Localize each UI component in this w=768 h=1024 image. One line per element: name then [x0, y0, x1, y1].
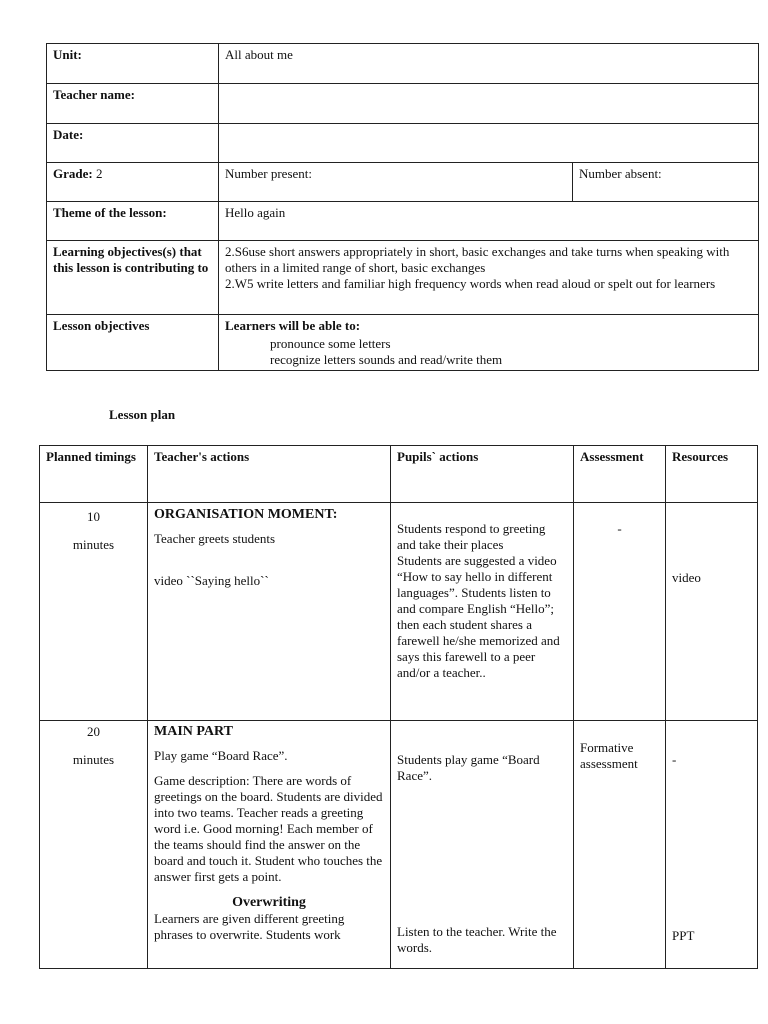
row2-timing	[40, 721, 148, 969]
row2-pupils-text-1: Students play game “Board Race”.	[397, 752, 540, 783]
unit-label: Unit:	[47, 44, 219, 84]
grade-value: 2	[95, 166, 103, 181]
unit-value: All about me	[219, 44, 759, 84]
row2-sub-heading: Overwriting	[232, 895, 306, 910]
row2-teacher-text-1: Play game “Board Race”.	[154, 748, 288, 763]
row2-pupils-text-2: Listen to the teacher. Write the words.	[397, 924, 557, 955]
teacher-name-label: Teacher name:	[47, 84, 219, 124]
row2-time-number: 20	[87, 724, 100, 739]
lesson-plan-table	[39, 445, 758, 969]
header-pupils-actions: Pupils` actions	[391, 446, 574, 503]
header-resources: Resources	[666, 446, 758, 503]
row2-pupils-actions	[391, 721, 574, 969]
number-absent-label: Number absent:	[573, 163, 759, 202]
row2-assessment	[574, 721, 666, 969]
header-planned-timings: Planned timings	[40, 446, 148, 503]
row1-resources-text: video	[672, 570, 701, 585]
number-present-label: Number present:	[219, 163, 573, 202]
lesson-objective-1: pronounce some letters	[270, 336, 391, 351]
row1-resources	[666, 503, 758, 721]
row1-teacher-text-2: video ``Saying hello``	[154, 573, 269, 588]
header-assessment: Assessment	[574, 446, 666, 503]
row1-assessment	[574, 503, 666, 721]
theme-value: Hello again	[219, 202, 759, 241]
learning-objectives-label: Learning objectives(s) that this lesson is contributing to	[47, 241, 219, 315]
row2-teacher-text-3: Learners are given different greeting phrases to overwrite. Students work	[154, 911, 345, 942]
row2-resources-text-2: PPT	[672, 928, 695, 943]
row1-pupils-actions	[391, 503, 574, 721]
lesson-info-table	[46, 43, 759, 371]
row2-teacher-text-2: Game description: There are words of greetings on the board. Students are divided into two teams. Teacher reads a greeting word i.e. Good morning! Each member of the teams should find the answer on the board and touch it. Student who touches the answer first gets a point.	[154, 773, 383, 884]
lesson-objectives-value	[219, 315, 759, 371]
theme-label: Theme of the lesson:	[47, 202, 219, 241]
row1-pupils-text: Students respond to greeting and take their places Students are suggested a video “How to say hello in different languages”. Students listen to and compare English “Hello”; then each student shares a farewell he/she memorized and says this farewell to a peer and/or a teacher..	[397, 521, 560, 680]
grade-cell: Grade: 2	[47, 163, 219, 202]
row2-resources	[666, 721, 758, 969]
row2-teacher-actions	[148, 721, 391, 969]
row1-teacher-text-1: Teacher greets students	[154, 531, 276, 546]
lesson-objective-2: recognize letters sounds and read/write them	[270, 352, 503, 367]
header-teacher-actions: Teacher's actions	[148, 446, 391, 503]
date-label: Date:	[47, 124, 219, 163]
learning-objective-2: 2.W5 write letters and familiar high frequency words when read aloud or spelt out for learners	[225, 276, 716, 291]
row1-time-number: 10	[87, 509, 100, 524]
row2-time-unit: minutes	[72, 752, 115, 767]
date-value	[219, 124, 759, 163]
lesson-objectives-label: Lesson objectives	[47, 315, 219, 371]
row2-resources-text-1: -	[672, 752, 677, 767]
row2-stage-title: MAIN PART	[154, 724, 233, 739]
row2-assessment-text: Formative assessment	[580, 740, 638, 771]
row1-teacher-actions	[148, 503, 391, 721]
learning-objective-1: 2.S6use short answers appropriately in short, basic exchanges and take turns when speaking with others in a limited range of short, basic exchanges	[225, 244, 730, 275]
row1-timing	[40, 503, 148, 721]
row1-assessment-text: -	[617, 521, 622, 536]
teacher-name-value	[219, 84, 759, 124]
row1-time-unit: minutes	[72, 537, 115, 552]
row1-stage-title: ORGANISATION MOMENT:	[154, 507, 338, 522]
learning-objectives-value	[219, 241, 759, 315]
lesson-objectives-heading: Learners will be able to:	[225, 318, 361, 333]
lesson-plan-title: Lesson plan	[109, 407, 176, 422]
